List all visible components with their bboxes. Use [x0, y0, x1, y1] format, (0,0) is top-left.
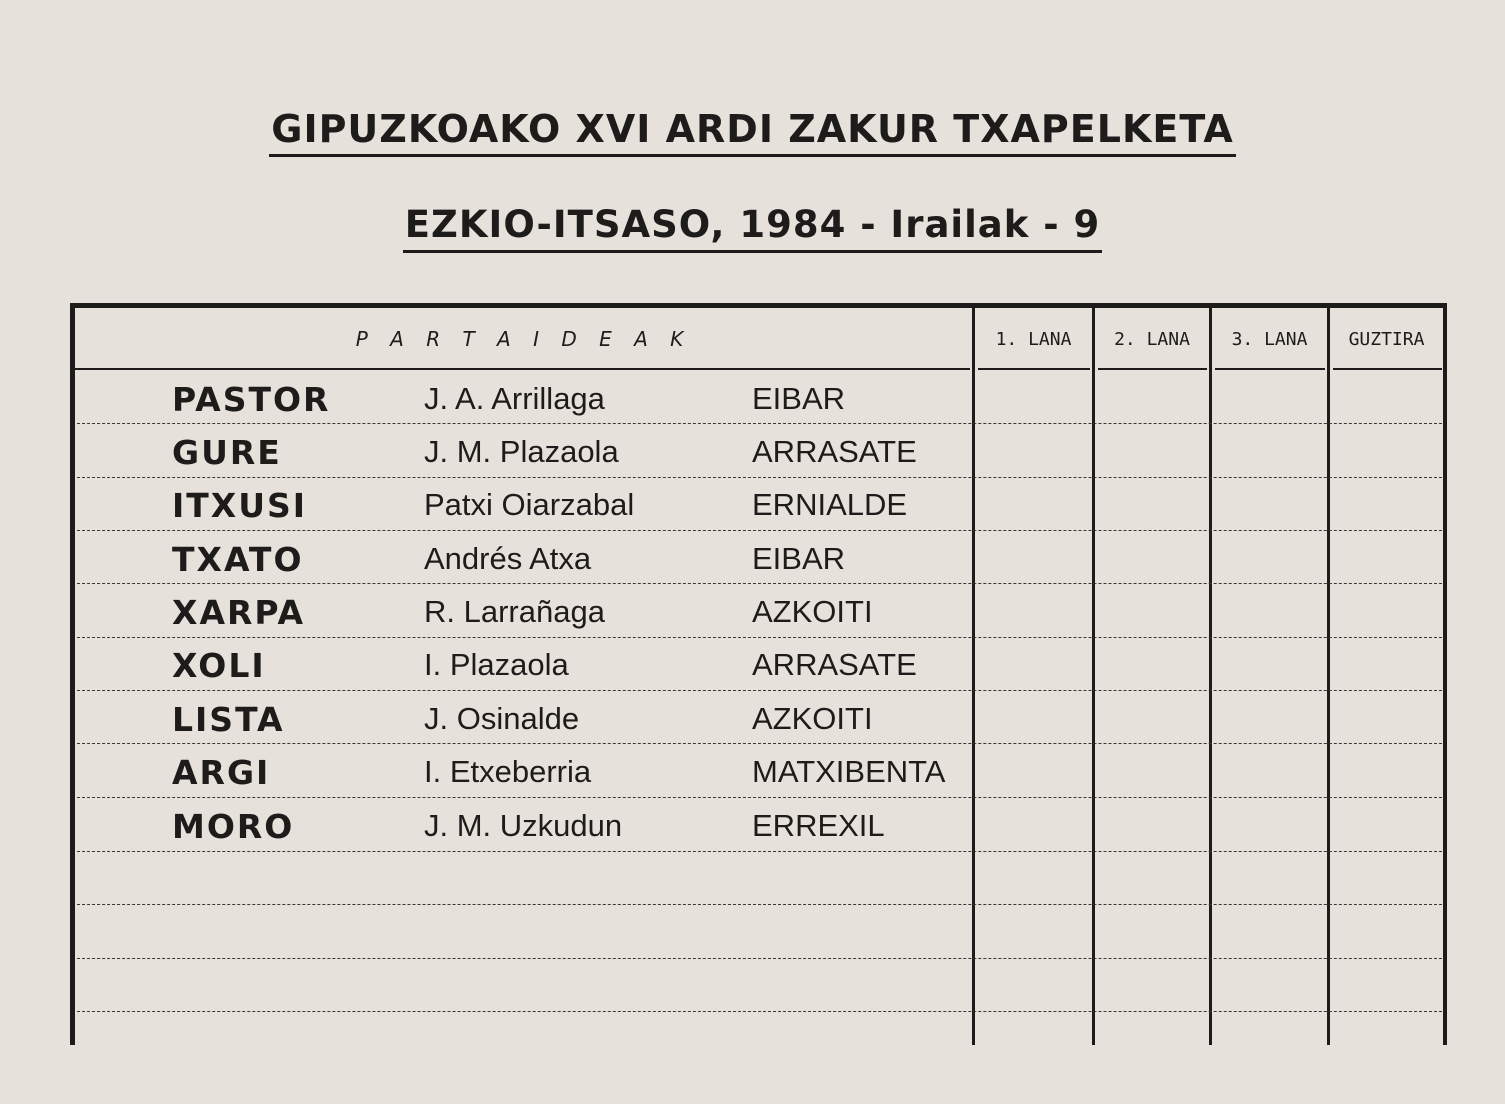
header-lana-1: 1. LANA: [995, 328, 1072, 350]
owner-name: J. M. Uzkudun: [424, 808, 623, 843]
table-row: [0, 585, 975, 639]
table-row: [0, 692, 975, 746]
dog-name: ARGI: [172, 753, 271, 792]
dog-name: XOLI: [172, 646, 266, 685]
table-row: [0, 799, 975, 853]
dog-name: MORO: [172, 807, 295, 846]
document-subtitle: [0, 202, 1505, 253]
document-title-text: GIPUZKOAKO XVI ARDI ZAKUR TXAPELKETA: [269, 106, 1235, 157]
owner-name: J. Osinalde: [424, 701, 580, 736]
row-separator: [77, 958, 1442, 959]
document-subtitle-text: EZKIO-ITSASO, 1984 - Irailak - 9: [403, 202, 1102, 253]
row-separator: [77, 1011, 1442, 1012]
town-name: ARRASATE: [752, 434, 917, 469]
table-row: [0, 745, 975, 799]
table-row: [0, 532, 975, 586]
table-row: [0, 425, 975, 479]
table-row: [0, 478, 975, 532]
town-name: AZKOITI: [752, 594, 873, 629]
town-name: AZKOITI: [752, 701, 873, 736]
town-name: ERREXIL: [752, 808, 885, 843]
header-total: GUZTIRA: [1348, 328, 1425, 350]
dog-name: TXATO: [172, 540, 304, 579]
row-separator: [77, 904, 1442, 905]
dog-name: LISTA: [172, 700, 285, 739]
owner-name: R. Larrañaga: [424, 594, 605, 629]
header-underline-lana2: [1098, 368, 1207, 370]
column-divider-lana1: [1092, 308, 1095, 1045]
dog-name: PASTOR: [172, 380, 331, 419]
column-divider-lana2: [1209, 308, 1212, 1045]
owner-name: J. A. Arrillaga: [424, 381, 605, 416]
header-underline-lana3: [1215, 368, 1325, 370]
owner-name: Patxi Oiarzabal: [424, 487, 635, 522]
dog-name: XARPA: [172, 593, 306, 632]
table-row: [0, 372, 975, 426]
header-lana-2: 2. LANA: [1114, 328, 1190, 350]
town-name: EIBAR: [752, 381, 846, 416]
dog-name: ITXUSI: [172, 486, 308, 525]
header-lana-3: 3. LANA: [1231, 328, 1308, 350]
header-participants: P A R T A I D E A K: [355, 327, 692, 351]
header-underline-participants: [75, 368, 970, 370]
dog-name: GURE: [172, 433, 282, 472]
town-name: MATXIBENTA: [752, 754, 946, 789]
column-divider-lana3: [1327, 308, 1330, 1045]
document-title: [0, 106, 1505, 157]
owner-name: Andrés Atxa: [424, 541, 592, 576]
owner-name: J. M. Plazaola: [424, 434, 619, 469]
town-name: ERNIALDE: [752, 487, 908, 522]
header-underline-lana1: [978, 368, 1090, 370]
owner-name: I. Plazaola: [424, 647, 569, 682]
town-name: EIBAR: [752, 541, 846, 576]
town-name: ARRASATE: [752, 647, 917, 682]
table-row: [0, 638, 975, 692]
owner-name: I. Etxeberria: [424, 754, 592, 789]
header-underline-total: [1333, 368, 1442, 370]
